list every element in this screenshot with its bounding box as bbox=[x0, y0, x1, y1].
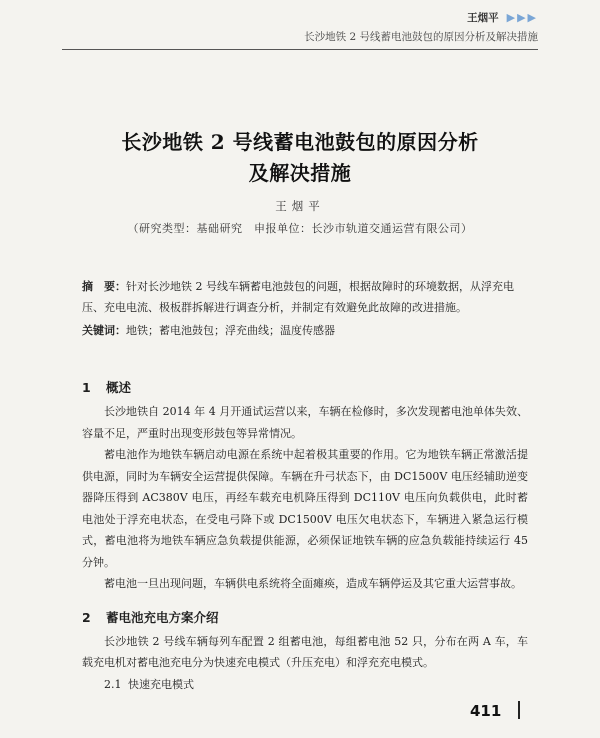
header-author: 王烟平 bbox=[467, 12, 499, 24]
section-1-paragraph-1: 长沙地铁自 2014 年 4 月开通试运营以来，车辆在检修时，多次发现蓄电池单体失效、容量不足，严重时出现变形鼓包等异常情况。 bbox=[82, 405, 528, 440]
abstract-text bbox=[82, 276, 528, 318]
section-2-paragraph-1: 长沙地铁 2 号线车辆每列车配置 2 组蓄电池，每组蓄电池 52 只，分布在两 A 车，车载充电机对蓄电池充电分为快速充电模式（升压充电）和浮充充电模式。 bbox=[82, 634, 528, 669]
running-header bbox=[304, 10, 538, 44]
article-meta: （研究类型：基础研究 申报单位：长沙市轨道交通运营有限公司） bbox=[127, 222, 473, 235]
section-1-paragraph-3: 蓄电池一旦出现问题，车辆供电系统将全面瘫痪，造成车辆停运及其它重大运营事故。 bbox=[104, 577, 522, 590]
abstract-body: 针对长沙地铁 2 号线车辆蓄电池鼓包的问题，根据故障时的环境数据，从浮充电压、充电电流、极板群拆解进行调查分析，并制定有效避免此故障的改进措施。 bbox=[82, 280, 514, 314]
keywords-line bbox=[82, 320, 528, 341]
section-1-paragraph-2: 蓄电池作为地铁车辆启动电源在系统中起着极其重要的作用。它为地铁车辆正常激活提供电源，同时为车辆安全运营提供保障。车辆在升弓状态下，由 DC1500V 电压经辅助逆变器降压得到 AC380V 电压，再经车载充电机降压得到 DC110V 电压向负载供电，此时蓄电池处于浮充电状态，在受电弓降下或 DC1500V 电压欠电状态下，车辆进入紧急运行模式，蓄电池将为地铁车辆应急负载提供能源，必须保证地铁车辆的应急负载能持续运行 45 分钟。 bbox=[82, 448, 528, 569]
subsection-2-1-title: 快速充电模式 bbox=[128, 677, 194, 691]
subsection-2-1-number: 2.1 bbox=[104, 677, 122, 691]
abstract-label: 摘 要： bbox=[82, 280, 126, 293]
article-body bbox=[82, 375, 528, 696]
section-1-heading bbox=[82, 375, 528, 401]
header-author-line bbox=[304, 10, 538, 25]
section-2-title: 蓄电池充电方案介绍 bbox=[106, 609, 219, 625]
page-number-bar bbox=[518, 701, 520, 719]
section-1-number: 1 bbox=[82, 380, 91, 395]
article-author: 王烟平 bbox=[275, 199, 325, 213]
article-title bbox=[0, 127, 600, 189]
abstract-block bbox=[82, 276, 528, 341]
arrow-icon: ▶▶▶ bbox=[506, 11, 538, 24]
keywords-label: 关键词： bbox=[82, 324, 126, 337]
section-2-number: 2 bbox=[82, 609, 91, 625]
section-1-title: 概述 bbox=[106, 380, 132, 395]
subsection-2-1-heading bbox=[82, 674, 528, 696]
keywords-body: 地铁；蓄电池鼓包；浮充曲线；温度传感器 bbox=[126, 324, 335, 337]
section-2-heading bbox=[82, 605, 528, 631]
header-subtitle: 长沙地铁 2 号线蓄电池鼓包的原因分析及解决措施 bbox=[304, 31, 538, 43]
title-line-2: 及解决措施 bbox=[248, 161, 352, 185]
page-number: 411 bbox=[470, 702, 502, 720]
title-line-1: 长沙地铁 2 号线蓄电池鼓包的原因分析 bbox=[121, 130, 479, 154]
header-divider bbox=[62, 49, 538, 50]
